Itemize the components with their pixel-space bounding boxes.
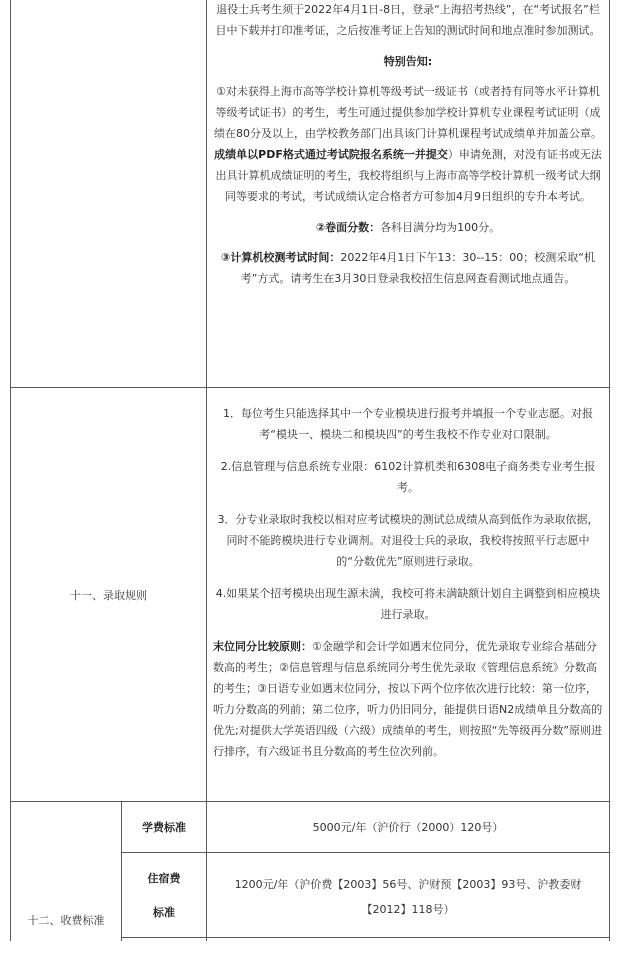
lodging-label-line-2: 标准 xyxy=(153,906,175,919)
rule-4: 4.如果某个招考模块出现生源未满，我校可将未满缺额计划自主调整到相应模块进行录取。 xyxy=(215,587,601,621)
tuition-label: 学费标准 xyxy=(142,821,186,834)
lodging-label-line-1: 住宿费 xyxy=(147,872,181,885)
fee-standard-label-cell xyxy=(11,880,121,960)
row-divider xyxy=(121,852,610,853)
admission-rules-content xyxy=(213,403,603,762)
table-border-divider xyxy=(206,0,207,941)
special-notice-title: 特别告知: xyxy=(383,55,433,68)
rule-2: 2.信息管理与信息系统专业限：6102计算机类和6308电子商务类专业考生报考。 xyxy=(220,460,596,494)
rule-1: 1．每位考生只能选择其中一个专业模块进行报考并填报一个专业志愿。对报考“模块一、模块二和模块四”的考生我校不作专业对口限制。 xyxy=(223,407,593,441)
paper-score-paragraph: ②卷面分数：各科目满分均为100分。 xyxy=(315,221,501,234)
admission-rules-label: 十一、录取规则 xyxy=(70,588,147,602)
table-border-right xyxy=(609,0,610,941)
tuition-value-cell xyxy=(207,802,609,852)
admission-ticket-paragraph: 退役士兵考生须于2022年4月1日-8日，登录“上海招考热线”，在“考试报名”栏目中下载并打印准考证，之后按准考证上告知的测试时间和地点准时参加测试。 xyxy=(215,3,601,37)
lodging-value: 1200元/年（沪价费【2003】56号、沪财预【2003】93号、沪教委财【2012】118号） xyxy=(234,878,582,916)
computer-test-time-paragraph: ③计算机校测考试时间：2022年4月1日下午13：30--15：00；校测采取“机考”方式。请考生在3月30日登录我校招生信息网查看测试地点通告。 xyxy=(221,251,595,285)
exam-notice-cell xyxy=(213,0,603,289)
tie-break-rule: 末位同分比较原则：①金融学和会计学如遇末位同分，优先录取专业综合基础分数高的考生；②信息管理与信息系统同分考生优先录取《管理信息系统》分数高的考生；③日语专业如遇末位同分，按以下两个位序依次进行比较：第一位序，听力分数高的列前；第二位序，听力仍旧同分，能提供日语N2成绩单且分数高的优先;对提供大学英语四级（六级）成绩单的考生，则按照“先等级再分数”原则进行排序，有六级证书且分数高的考生位次列前。 xyxy=(213,640,603,758)
row-divider xyxy=(121,937,610,938)
admission-rules-label-cell xyxy=(11,388,206,801)
fee-standard-label: 十二、收费标准 xyxy=(27,914,105,927)
tuition-label-cell xyxy=(122,802,206,852)
tuition-value: 5000元/年（沪价行（2000）120号） xyxy=(312,821,504,834)
lodging-label-cell xyxy=(122,862,206,930)
lodging-value-cell xyxy=(222,872,594,922)
rule-3: 3．分专业录取时我校以相对应考试模块的测试总成绩从高到低作为录取依据，同时不能跨模块进行专业调剂。对退役士兵的录取，我校将按照平行志愿中的“分数优先”原则进行录取。 xyxy=(217,513,599,568)
computer-exemption-paragraph: ①对未获得上海市高等学校计算机等级考试一级证书（或者持有同等水平计算机等级考试证书）的考生，考生可通过提供参加学校计算机专业课程考试证明（成绩在80分及以上，由学校教务部门出具该门计算机课程考试成绩单并加盖公章。成绩单以PDF格式通过考试院报名系统一并提交）申请免测，对没有证书或无法出具计算机成绩证明的考生，我校将组织与上海市高等学校计算机一级考试大纲同等要求的考试，考试成绩认定合格者方可参加4月9日组织的专升本考试。 xyxy=(214,85,602,203)
